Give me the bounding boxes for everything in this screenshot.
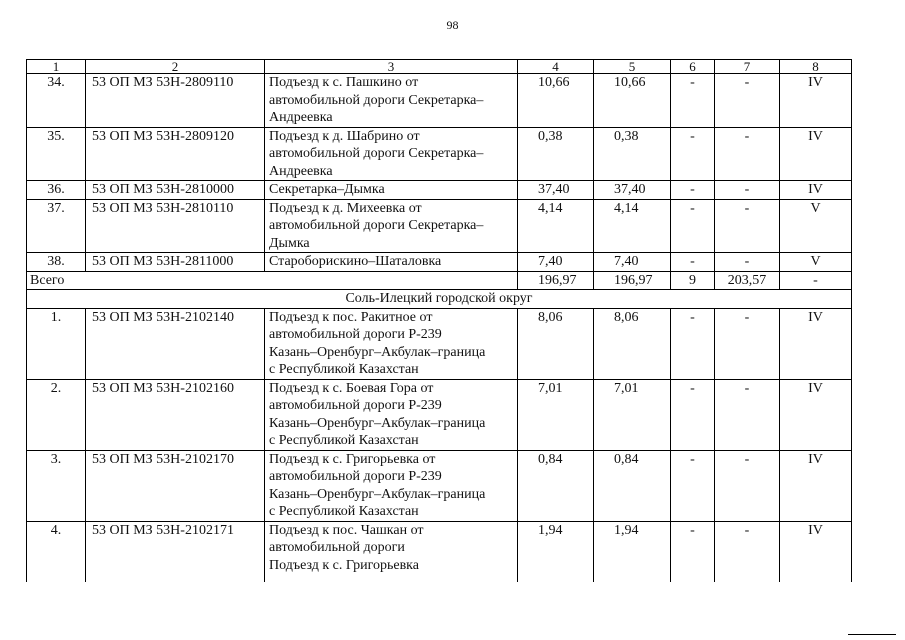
value-cell: - [671,308,715,379]
road-name-line: с Республикой Казахстан [269,504,419,519]
road-name-line: Подъезд к с. Григорьевка от [269,451,436,467]
value-cell: - [715,450,780,521]
road-name [265,127,518,181]
road-name-line: Казань–Оренбург–Акбулак–граница [269,486,486,502]
category-cell: IV [780,521,852,582]
road-name [265,199,518,253]
category-cell: IV [780,308,852,379]
table-row [27,181,852,200]
length-cell: 10,66 [594,74,671,128]
road-name-line: Подъезд к пос. Ракитное от [269,309,433,325]
value-cell: - [715,253,780,272]
table-row [27,450,852,521]
road-name-line: автомобильной дороги Р-239 [269,469,442,484]
column-number: 4 [518,60,594,74]
road-name-line: Андреевка [269,163,333,179]
length-cell: 37,40 [518,181,594,200]
table-row [27,308,852,379]
row-number: 38. [27,253,86,272]
road-name-line: с Республикой Казахстан [269,362,419,377]
road-name-line: Подъезд к с. Боевая Гора от [269,380,434,396]
column-number: 3 [265,60,518,74]
column-number: 1 [27,60,86,74]
road-name [265,308,518,379]
road-code: 53 ОП МЗ 53Н-2809110 [86,74,265,128]
row-number: 35. [27,127,86,181]
road-name-line: Подъезд к пос. Чашкан от [269,522,424,538]
row-number: 36. [27,181,86,200]
road-name-line: Староборискино–Шаталовка [269,254,442,269]
total-cell: 9 [671,271,715,290]
length-cell: 4,14 [594,199,671,253]
length-cell: 8,06 [594,308,671,379]
length-cell: 37,40 [594,181,671,200]
road-code: 53 ОП МЗ 53Н-2102171 [86,521,265,582]
category-cell: IV [780,181,852,200]
road-name-line: Подъезд к д. Михеевка от [269,200,422,216]
length-cell: 7,40 [594,253,671,272]
length-cell: 8,06 [518,308,594,379]
total-cell: 196,97 [594,271,671,290]
column-number-row [27,60,852,74]
column-number: 5 [594,60,671,74]
row-number: 4. [27,521,86,582]
table-row [27,521,852,582]
category-cell: IV [780,127,852,181]
category-cell: IV [780,450,852,521]
value-cell: - [671,450,715,521]
length-cell: 0,38 [518,127,594,181]
category-cell: IV [780,379,852,450]
category-cell: IV [780,74,852,128]
length-cell: 0,84 [518,450,594,521]
road-name-line: автомобильной дороги Секретарка– [269,218,484,233]
value-cell: - [671,521,715,582]
table-row [27,199,852,253]
table-row [27,74,852,128]
road-name-line: автомобильной дороги Р-239 [269,327,442,342]
row-number: 3. [27,450,86,521]
section-row [27,290,852,309]
row-number: 34. [27,74,86,128]
road-code: 53 ОП МЗ 53Н-2810000 [86,181,265,200]
road-name-line: автомобильной дороги Секретарка– [269,146,484,161]
road-code: 53 ОП МЗ 53Н-2811000 [86,253,265,272]
road-name-line: Казань–Оренбург–Акбулак–граница [269,344,486,360]
length-cell: 0,38 [594,127,671,181]
road-name-line: Подъезд к д. Шабрино от [269,128,420,144]
value-cell: - [715,127,780,181]
road-code: 53 ОП МЗ 53Н-2102160 [86,379,265,450]
roads-table [26,59,852,582]
column-number: 6 [671,60,715,74]
road-name-line: автомобильной дороги Секретарка– [269,92,484,108]
length-cell: 1,94 [594,521,671,582]
length-cell: 0,84 [594,450,671,521]
category-cell: V [780,253,852,272]
column-number: 2 [86,60,265,74]
total-row [27,271,852,290]
length-cell: 4,14 [518,199,594,253]
total-label: Всего [27,271,518,290]
road-code: 53 ОП МЗ 53Н-2102170 [86,450,265,521]
row-number: 37. [27,199,86,253]
road-code: 53 ОП МЗ 53Н-2810110 [86,199,265,253]
value-cell: - [715,308,780,379]
road-code: 53 ОП МЗ 53Н-2102140 [86,308,265,379]
column-number: 7 [715,60,780,74]
value-cell: - [715,74,780,128]
road-name [265,379,518,450]
length-cell: 7,01 [594,379,671,450]
road-name [265,521,518,582]
table-row [27,253,852,272]
road-name-line: Казань–Оренбург–Акбулак–граница [269,415,486,431]
value-cell: - [715,199,780,253]
value-cell: - [715,181,780,200]
length-cell: 7,40 [518,253,594,272]
total-cell: 203,57 [715,271,780,290]
road-name [265,181,518,200]
value-cell: - [671,74,715,128]
value-cell: - [671,379,715,450]
road-name-line: Дымка [269,235,310,251]
road-name-line: автомобильной дороги Р-239 [269,398,442,413]
value-cell: - [671,127,715,181]
section-title: Соль-Илецкий городской округ [27,290,852,309]
road-name-line: с Республикой Казахстан [269,433,419,448]
table-row [27,379,852,450]
value-cell: - [671,253,715,272]
value-cell: - [671,181,715,200]
category-cell: V [780,199,852,253]
length-cell: 10,66 [518,74,594,128]
road-name-line: Андреевка [269,110,333,125]
footer-rule [848,634,896,635]
road-name-line: Подъезд к с. Пашкино от [269,75,419,90]
total-cell: 196,97 [518,271,594,290]
length-cell: 1,94 [518,521,594,582]
road-name-line: Секретарка–Дымка [269,182,385,197]
total-cell: - [780,271,852,290]
value-cell: - [671,199,715,253]
page-number: 98 [446,18,459,32]
road-name [265,253,518,272]
row-number: 1. [27,308,86,379]
road-name-line: автомобильной дороги [269,540,405,555]
value-cell: - [715,521,780,582]
table-row [27,127,852,181]
row-number: 2. [27,379,86,450]
road-name [265,74,518,128]
road-name-line: Подъезд к с. Григорьевка [269,557,419,573]
column-number: 8 [780,60,852,74]
road-name [265,450,518,521]
value-cell: - [715,379,780,450]
length-cell: 7,01 [518,379,594,450]
road-code: 53 ОП МЗ 53Н-2809120 [86,127,265,181]
